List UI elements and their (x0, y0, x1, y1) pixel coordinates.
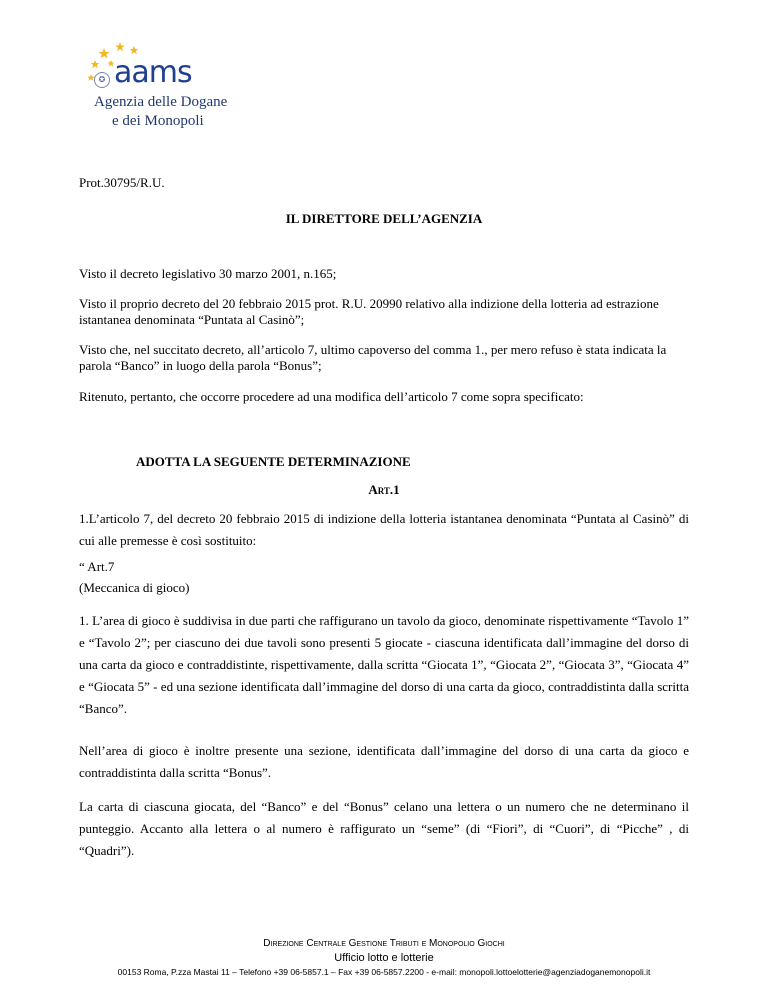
body-paragraph-1: 1. L’area di gioco è suddivisa in due parti che raffigurano un tavolo da gioco, denominate rispettivamente “Tavolo 1” e “Tavolo 2”; per ciascuno dei due tavoli sono presenti 5 giocate - ciascuna identificata dall’immagine del dorso di una carta da gioco e contraddistinte, rispettivamente, dalla scritta “Giocata 1”, “Giocata 2”, “Giocata 3”, “Giocata 4” e “Giocata 5” - ed una sezione identificata dall’immagine del dorso di una carta da gioco, contraddistinta dalla scritta “Banco”. (79, 613, 689, 716)
whereas-4: Ritenuto, pertanto, che occorre procedere ad una modifica dell’articolo 7 come sopra specificato: (79, 389, 584, 404)
agency-name-line2: e dei Monopoli (112, 113, 204, 129)
article-intro: 1.L’articolo 7, del decreto 20 febbraio 2015 di indizione della lotteria istantanea denominata “Puntata al Casinò” di cui alle premesse è così sostituito: (79, 511, 689, 548)
republic-emblem-icon: ✪ (94, 72, 110, 88)
whereas-2: Visto il proprio decreto del 20 febbraio 2015 prot. R.U. 20990 relativo alla indizione della lotteria ad estrazione istantanea denominata “Puntata al Casinò”; (79, 296, 659, 327)
brand-wordmark: aams (114, 55, 192, 90)
agency-logo (86, 38, 266, 138)
page-heading: IL DIRETTORE DELL’AGENZIA (285, 211, 483, 226)
quoted-article-number: “ Art.7 (79, 559, 115, 574)
footer-office: Ufficio lotto e lotterie (334, 952, 434, 964)
agency-name-line1: Agenzia delle Dogane (94, 94, 228, 110)
footer-address: 00153 Roma, P.zza Mastai 11 – Telefono +39 06-5857.1 – Fax +39 06-5857.2200 - e-mail: monopoli.lottoelotterie@agenziadoganemonopoli.it (117, 967, 651, 977)
determination-title: ADOTTA LA SEGUENTE DETERMINAZIONE (136, 454, 411, 469)
whereas-1: Visto il decreto legislativo 30 marzo 2001, n.165; (79, 266, 337, 281)
body-paragraph-2: Nell’area di gioco è inoltre presente una sezione, identificata dall’immagine del dorso di una carta da gioco e contraddistinta dalla scritta “Bonus”. (79, 743, 689, 780)
protocol-number: Prot.30795/R.U. (79, 175, 165, 190)
quoted-article-subtitle: (Meccanica di gioco) (79, 580, 190, 595)
footer-department: Direzione Centrale Gestione Tributi e Monopolio Giochi (263, 938, 505, 949)
whereas-3: Visto che, nel succitato decreto, all’articolo 7, ultimo capoverso del comma 1., per mero refuso è stata indicata la parola “Banco” in luogo della parola “Bonus”; (79, 342, 667, 373)
body-paragraph-3: La carta di ciascuna giocata, del “Banco” e del “Bonus” celano una lettera o un numero che ne determinano il punteggio. Accanto alla lettera o al numero è raffigurato un “seme” (di “Fiori”, di “Cuori”, di “Picche” , di “Quadri”). (79, 799, 689, 858)
article-title: Art.1 (368, 482, 400, 497)
